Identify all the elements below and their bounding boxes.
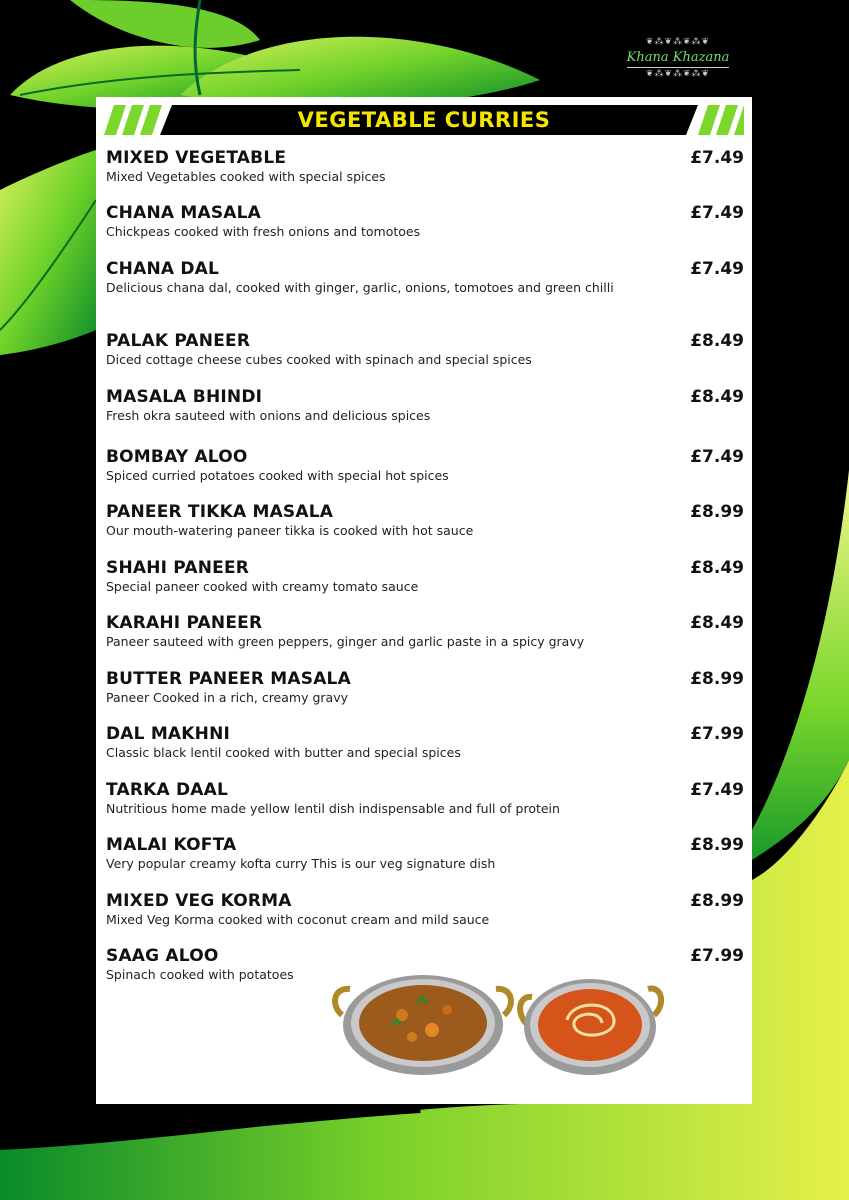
menu-item — [106, 558, 746, 594]
item-name: TARKA DAAL — [106, 780, 229, 800]
menu-item — [106, 669, 746, 705]
item-price: £8.99 — [690, 669, 744, 689]
item-name: MASALA BHINDI — [106, 387, 263, 407]
item-name: CHANA MASALA — [106, 203, 262, 223]
item-description: Mixed Veg Korma cooked with coconut cream and mild sauce — [106, 912, 490, 927]
item-description: Very popular creamy kofta curry This is our veg signature dish — [106, 856, 496, 871]
menu-item — [106, 891, 746, 927]
menu-item — [106, 203, 746, 239]
item-description: Our mouth-watering paneer tikka is cooked with hot sauce — [106, 523, 474, 538]
item-price: £8.99 — [690, 835, 744, 855]
item-name: KARAHI PANEER — [106, 613, 263, 633]
item-description: Diced cottage cheese cubes cooked with spinach and special spices — [106, 352, 532, 367]
menu-item — [106, 835, 746, 871]
item-price: £7.49 — [690, 780, 744, 800]
item-description: Paneer Cooked in a rich, creamy gravy — [106, 690, 348, 705]
menu-item — [106, 259, 746, 295]
item-description: Delicious chana dal, cooked with ginger, garlic, onions, tomotoes and green chilli — [106, 280, 614, 295]
butter-paneer-bowl-image — [520, 979, 661, 1075]
item-description: Mixed Vegetables cooked with special spices — [106, 169, 386, 184]
item-price: £7.49 — [690, 203, 744, 223]
item-name: PALAK PANEER — [106, 331, 251, 351]
item-price: £8.49 — [690, 387, 744, 407]
item-name: MIXED VEG KORMA — [106, 891, 292, 911]
item-price: £8.99 — [690, 502, 744, 522]
menu-item — [106, 148, 746, 184]
dish-images — [332, 975, 668, 1085]
item-price: £7.49 — [690, 447, 744, 467]
vegetable-curry-bowl-image — [335, 975, 511, 1075]
menu-item — [106, 613, 746, 649]
item-name: MIXED VEGETABLE — [106, 148, 287, 168]
item-name: SHAHI PANEER — [106, 558, 250, 578]
menu-item — [106, 780, 746, 816]
item-name: CHANA DAL — [106, 259, 220, 279]
menu-item — [106, 502, 746, 538]
item-name: PANEER TIKKA MASALA — [106, 502, 334, 522]
item-price: £8.49 — [690, 331, 744, 351]
item-description: Spinach cooked with potatoes — [106, 967, 294, 982]
brand-name: Khana Khazana — [627, 49, 730, 68]
brand-logo — [604, 36, 752, 88]
item-name: BUTTER PANEER MASALA — [106, 669, 351, 689]
menu-item — [106, 724, 746, 760]
item-price: £8.49 — [690, 613, 744, 633]
item-description: Paneer sauteed with green peppers, ginger and garlic paste in a spicy gravy — [106, 634, 585, 649]
item-price: £7.49 — [690, 148, 744, 168]
item-description: Nutritious home made yellow lentil dish indispensable and full of protein — [106, 801, 560, 816]
item-description: Classic black lentil cooked with butter and special spices — [106, 745, 461, 760]
section-title: VEGETABLE CURRIES — [297, 108, 551, 132]
item-name: DAL MAKHNI — [106, 724, 231, 744]
logo-flourish-bottom: ❦⁂❦⁂❦⁂❦ — [645, 69, 711, 79]
item-description: Chickpeas cooked with fresh onions and tomotoes — [106, 224, 421, 239]
item-description: Spiced curried potatoes cooked with special hot spices — [106, 468, 449, 483]
item-price: £7.99 — [690, 946, 744, 966]
item-description: Fresh okra sauteed with onions and delicious spices — [106, 408, 431, 423]
logo-flourish-top: ❦⁂❦⁂❦⁂❦ — [645, 37, 711, 47]
item-name: SAAG ALOO — [106, 946, 219, 966]
menu-item — [106, 447, 746, 483]
item-name: BOMBAY ALOO — [106, 447, 248, 467]
item-price: £8.99 — [690, 891, 744, 911]
item-price: £7.49 — [690, 259, 744, 279]
item-price: £8.49 — [690, 558, 744, 578]
menu-card — [96, 97, 752, 1104]
item-description: Special paneer cooked with creamy tomato sauce — [106, 579, 419, 594]
menu-item — [106, 331, 746, 367]
item-price: £7.99 — [690, 724, 744, 744]
item-name: MALAI KOFTA — [106, 835, 237, 855]
menu-item — [106, 387, 746, 423]
